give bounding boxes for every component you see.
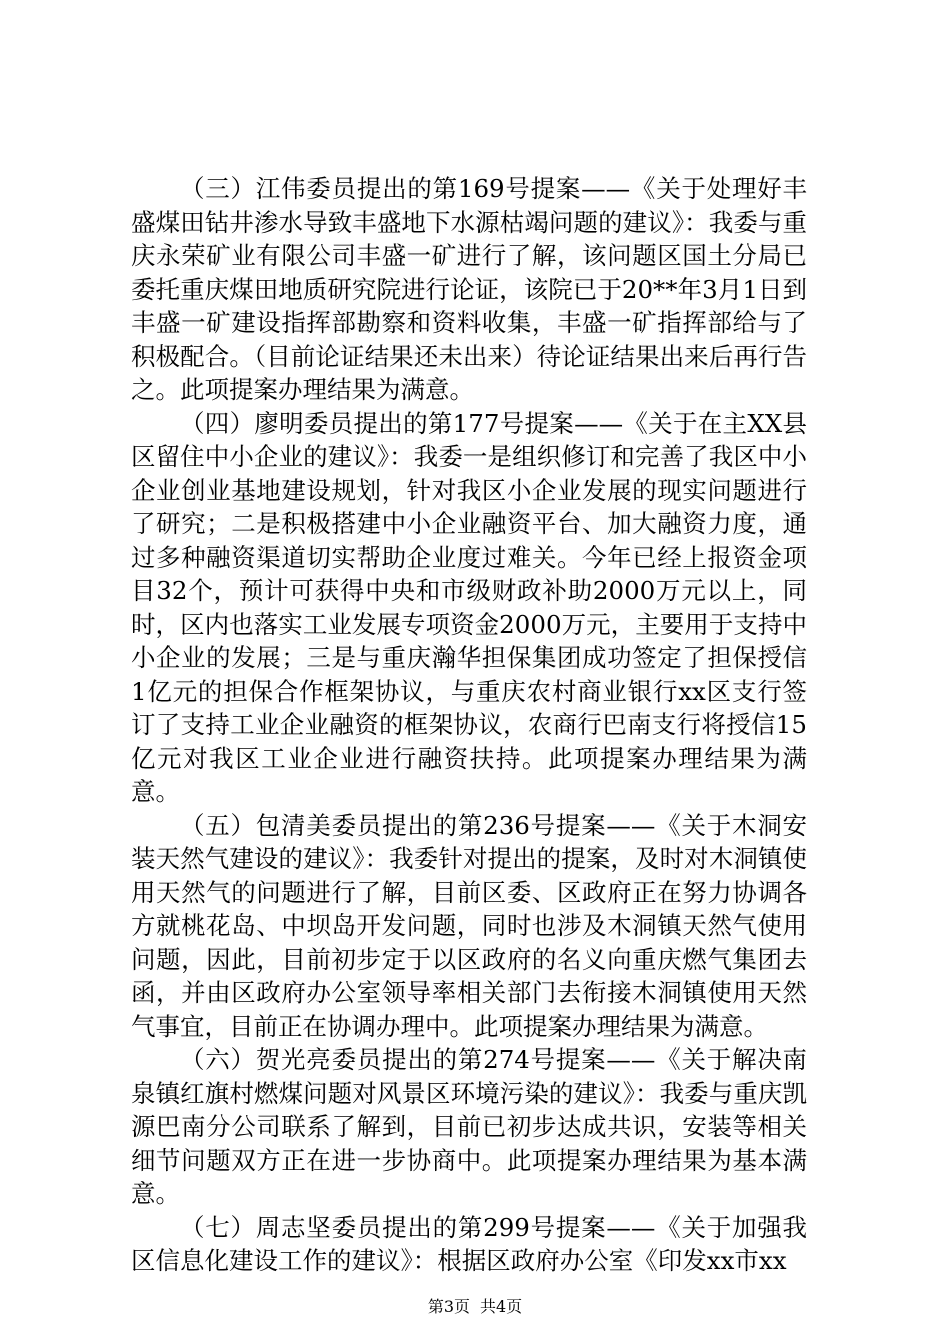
paragraph-proposal-236: （五）包清美委员提出的第236号提案——《关于木洞安装天然气建设的建议》：我委针对提出的提案，及时对木洞镇使用天然气的问题进行了解，目前区委、区政府正在努力协调各方就桃花岛、中坝岛开发问题，同时也涉及木洞镇天然气使用问题，因此，目前初步定于以区政府的名义向重庆燃气集团去函，并由区政府办公室领导率相关部门去衔接木洞镇使用天然气事宜，目前正在协调办理中。此项提案办理结果为满意。 bbox=[131, 810, 807, 1041]
page-number-total: 共4页 bbox=[480, 1297, 523, 1316]
document-body bbox=[131, 172, 807, 1278]
paragraph-proposal-299: （七）周志坚委员提出的第299号提案——《关于加强我区信息化建设工作的建议》：根据区政府办公室《印发xx市xx bbox=[131, 1212, 807, 1275]
paragraph-proposal-177: （四）廖明委员提出的第177号提案——《关于在主XX县区留住中小企业的建议》：我委一是组织修订和完善了我区中小企业创业基地建设规划，针对我区小企业发展的现实问题进行了研究；二是积极搭建中小企业融资平台、加大融资力度，通过多种融资渠道切实帮助企业度过难关。今年已经上报资金项目32个，预计可获得中央和市级财政补助2000万元以上，同时，区内也落实工业发展专项资金2000万元，主要用于支持中小企业的发展；三是与重庆瀚华担保集团成功签定了担保授信1亿元的担保合作框架协议，与重庆农村商业银行xx区支行签订了支持工业企业融资的框架协议，农商行巴南支行将授信15亿元对我区工业企业进行融资扶持。此项提案办理结果为满意。 bbox=[131, 408, 807, 806]
page-footer bbox=[0, 1296, 950, 1318]
paragraph-proposal-169: （三）江伟委员提出的第169号提案——《关于处理好丰盛煤田钻井渗水导致丰盛地下水源枯竭问题的建议》：我委与重庆永荣矿业有限公司丰盛一矿进行了解，该问题区国土分局已委托重庆煤田地质研究院进行论证，该院已于20**年3月1日到丰盛一矿建设指挥部勘察和资料收集，丰盛一矿指挥部给与了积极配合。（目前论证结果还未出来）待论证结果出来后再行告之。此项提案办理结果为满意。 bbox=[131, 174, 807, 404]
paragraph-proposal-274: （六）贺光亮委员提出的第274号提案——《关于解决南泉镇红旗村燃煤问题对风景区环境污染的建议》：我委与重庆凯源巴南分公司联系了解到，目前已初步达成共识，安装等相关细节问题双方正在进一步协商中。此项提案办理结果为基本满意。 bbox=[131, 1045, 807, 1208]
page-number-current: 第3页 bbox=[427, 1297, 470, 1316]
